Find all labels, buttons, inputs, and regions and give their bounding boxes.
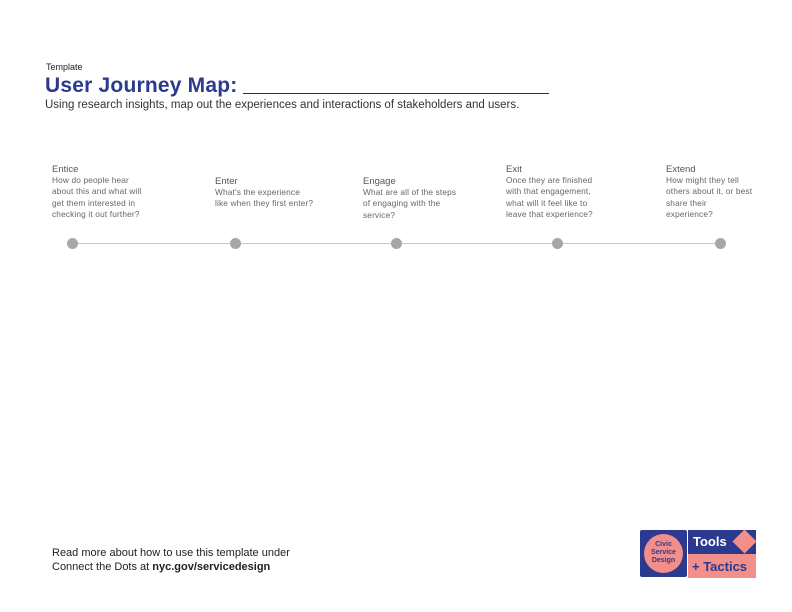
stage-enter	[215, 176, 315, 210]
stage-description: Once they are finished with that engagement, what will it feel like to leave that experience?	[506, 175, 593, 219]
template-label: Template	[46, 62, 83, 72]
stage-description: How might they tell others about it, or best share their experience?	[666, 175, 753, 219]
page-title: User Journey Map:	[45, 74, 238, 97]
stage-description: What are all of the steps of engaging with the service?	[363, 187, 457, 220]
stage-name: Engage	[363, 176, 396, 187]
title-blank-line[interactable]	[243, 93, 549, 94]
footer-line-2	[52, 560, 290, 574]
title-row	[45, 74, 549, 98]
timeline-dot-entice	[67, 238, 78, 249]
timeline-dot-extend	[715, 238, 726, 249]
timeline-dot-engage	[391, 238, 402, 249]
stage-description: How do people hear about this and what will get them interested in checking it out further?	[52, 175, 142, 219]
stage-extend	[666, 164, 756, 220]
toolbox-icon	[732, 529, 756, 553]
stage-description: What's the experience like when they first enter?	[215, 187, 314, 209]
timeline-dot-exit	[552, 238, 563, 249]
stage-name: Entice	[52, 164, 79, 175]
stage-name: Extend	[666, 164, 696, 175]
servicedesign-link[interactable]: nyc.gov/servicedesign	[152, 561, 271, 573]
stage-name: Exit	[506, 164, 522, 175]
civic-service-design-logo: Civic Service Design Tools + Tactics	[640, 530, 756, 578]
timeline-dot-enter	[230, 238, 241, 249]
stage-entice	[52, 164, 152, 220]
stage-name: Enter	[215, 176, 238, 187]
stage-engage	[363, 176, 463, 221]
footer-line-1: Read more about how to use this template under	[52, 547, 290, 559]
page-subtitle: Using research insights, map out the experiences and interactions of stakeholders and users.	[45, 99, 520, 111]
footer-note	[52, 546, 290, 574]
footer-line-2-prefix: Connect the Dots at	[52, 561, 153, 573]
stage-exit	[506, 164, 606, 220]
